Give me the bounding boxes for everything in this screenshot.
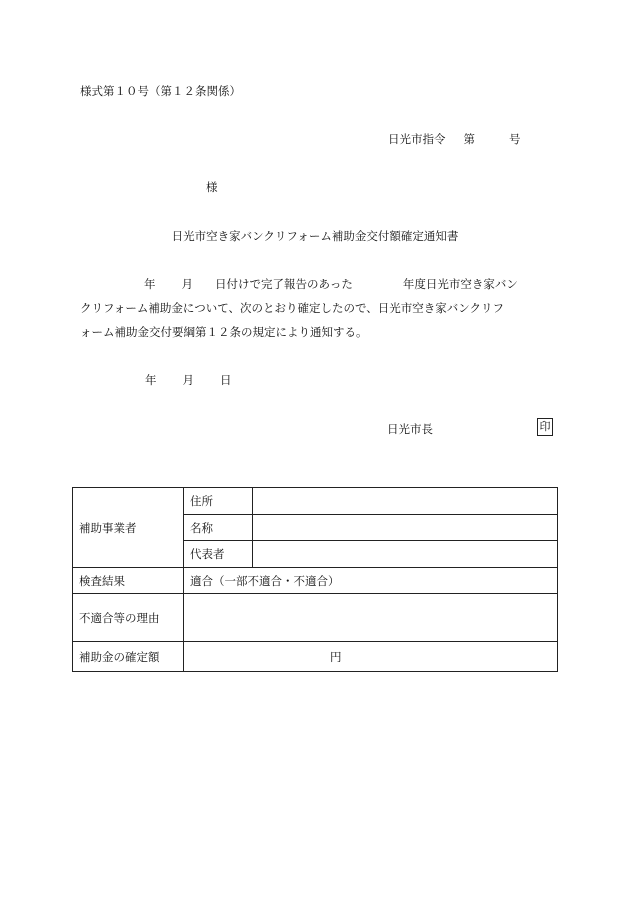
- confirmation-table: [72, 487, 558, 672]
- inspection-value: 適合（一部不適合・不適合）: [184, 568, 558, 594]
- reason-label: 不適合等の理由: [73, 594, 184, 642]
- body-day-phrase: 日付けで完了報告のあった: [215, 277, 353, 291]
- representative-value: [253, 541, 558, 568]
- table-row: [73, 642, 558, 672]
- body-line-3: ォーム補助金交付要綱第１２条の規定により通知する。: [80, 325, 368, 339]
- doc-number-go: 号: [509, 132, 521, 146]
- doc-number-prefix: 日光市指令: [388, 132, 446, 146]
- table-row: [73, 568, 558, 594]
- body-year: 年: [144, 277, 156, 291]
- body-month: 月: [181, 277, 193, 291]
- amount-value: 円: [184, 642, 558, 672]
- reason-value: [184, 594, 558, 642]
- form-number: 様式第１０号（第１２条関係）: [80, 84, 241, 98]
- date-day: 日: [220, 373, 232, 387]
- body-line-1: [80, 272, 560, 296]
- issue-date: [145, 372, 232, 388]
- table-row: [73, 594, 558, 642]
- body-line-2: クリフォーム補助金について、次のとおり確定したので、日光市空き家バンクリフ: [80, 301, 505, 315]
- inspection-label: 検査結果: [73, 568, 184, 594]
- doc-number-dai: 第: [463, 132, 475, 146]
- seal-mark: 印: [537, 418, 553, 436]
- applicant-label: 補助事業者: [73, 488, 184, 568]
- representative-label: 代表者: [184, 541, 253, 568]
- document-number: [388, 131, 521, 147]
- addressee-suffix: 様: [206, 180, 218, 194]
- issuer-name: 日光市長: [387, 422, 433, 436]
- name-value: [253, 515, 558, 541]
- date-month: 月: [182, 373, 194, 387]
- address-value: [253, 488, 558, 515]
- body-fiscal-year: 年度日光市空き家バン: [402, 277, 518, 291]
- date-year: 年: [145, 373, 157, 387]
- name-label: 名称: [184, 515, 253, 541]
- address-label: 住所: [184, 488, 253, 515]
- document-title: 日光市空き家バンクリフォーム補助金交付額確定通知書: [171, 229, 459, 243]
- amount-label: 補助金の確定額: [73, 642, 184, 672]
- table-row: [73, 488, 558, 515]
- notice-body: [80, 272, 560, 344]
